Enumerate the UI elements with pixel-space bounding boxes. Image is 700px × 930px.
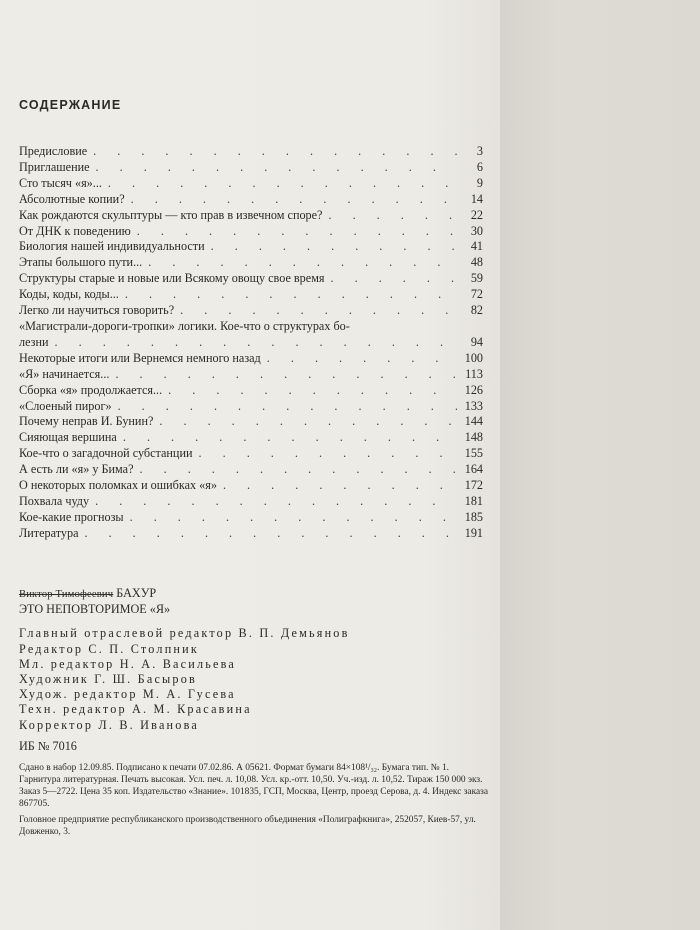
toc-entry-title: А есть ли «я» у Бима? — [19, 462, 134, 477]
staff-line: Редактор С. П. Столпник — [19, 641, 199, 656]
table-of-contents — [19, 144, 483, 542]
toc-entry — [19, 255, 483, 271]
toc-entry — [19, 192, 483, 208]
author-line — [19, 586, 489, 602]
toc-entry — [19, 160, 483, 176]
toc-entry — [19, 176, 483, 192]
toc-leader-dots — [124, 510, 457, 526]
toc-leader-dots — [174, 303, 457, 319]
toc-entry — [19, 303, 483, 319]
printer-info: Головное предприятие республиканского производственного объединения «Полиграфкнига», 252057, Киев-57, ул. Довженко, 3. — [19, 815, 476, 838]
toc-entry-title: О некоторых поломках и ошибках «я» — [19, 478, 217, 493]
toc-entry-title: Сто тысяч «я»... — [19, 175, 102, 190]
toc-entry — [19, 351, 483, 367]
toc-entry-page: 3 — [476, 144, 483, 158]
toc-entry — [19, 446, 483, 462]
toc-entry-page: 100 — [464, 350, 483, 365]
print-info: Сдано в набор 12.09.85. Подписано к печати 07.02.86. А 05621. Формат бумаги 84×108¹/₃₂. Бумага тип. № 1. Гарнитура литературная. Печать высокая. Усл. печ. л. 10,08. Усл. кр.-отт. 10,50. Уч.-изд. л. 10,52. Тираж 150 000 экз. Заказ 5—2722. Цена 35 коп. Издательство «Знание». 101835, ГСП, Москва, Центр, проезд Серова, д. 4. Индекс заказа 867705. — [19, 763, 489, 810]
toc-entry-title: Приглашение — [19, 159, 90, 174]
toc-entry-page: 172 — [464, 478, 483, 493]
toc-entry — [19, 367, 483, 383]
toc-entry-page: 14 — [470, 191, 483, 206]
toc-entry — [19, 287, 483, 303]
toc-entry-page: 144 — [464, 414, 483, 429]
toc-entry-page: 155 — [464, 446, 483, 461]
toc-entry-page: 59 — [470, 271, 483, 286]
toc-entry-title: Предисловие — [19, 144, 88, 158]
toc-entry-title: Кое-что о загадочной субстанции — [19, 446, 193, 461]
toc-entry-page: 82 — [470, 303, 483, 318]
toc-entry-page: 191 — [464, 525, 483, 540]
toc-entry — [19, 494, 483, 510]
contents-heading: СОДЕРЖАНИЕ — [19, 98, 122, 112]
staff-line: Главный отраслевой редактор В. П. Демьянов — [19, 626, 350, 641]
toc-leader-dots — [109, 367, 457, 383]
toc-leader-dots — [261, 351, 457, 367]
toc-leader-dots — [78, 526, 457, 542]
toc-leader-dots — [205, 239, 457, 255]
toc-leader-dots — [112, 399, 457, 415]
staff-line: Корректор Л. В. Иванова — [19, 717, 199, 732]
toc-leader-dots — [131, 224, 457, 240]
staff-line: Мл. редактор Н. А. Васильева — [19, 656, 237, 671]
toc-leader-dots — [134, 462, 457, 478]
toc-entry-page: 48 — [470, 255, 483, 270]
book-title: ЭТО НЕПОВТОРИМОЕ «Я» — [19, 602, 171, 617]
toc-leader-dots — [193, 446, 458, 462]
toc-entry-page: 94 — [470, 334, 483, 349]
toc-entry — [19, 208, 483, 224]
toc-entry-title: Литература — [19, 525, 79, 540]
toc-leader-dots — [217, 478, 457, 494]
toc-leader-dots — [325, 271, 457, 287]
toc-entry-page: 185 — [464, 509, 483, 524]
staff-line: Техн. редактор А. М. Красавина — [19, 702, 252, 717]
toc-entry-title: «Слоеный пирог» — [19, 398, 112, 413]
toc-leader-dots — [153, 414, 457, 430]
toc-leader-dots — [89, 494, 457, 510]
toc-entry — [19, 224, 483, 240]
toc-entry-page: 41 — [470, 239, 483, 254]
toc-entry-page: 22 — [470, 207, 483, 222]
toc-entry-title: Похвала чуду — [19, 493, 90, 508]
toc-leader-dots — [90, 160, 457, 176]
staff-line: Худож. редактор М. А. Гусева — [19, 687, 236, 702]
toc-entry-page: 72 — [470, 287, 483, 302]
toc-entry-title: Абсолютные копии? — [19, 191, 125, 206]
right-page — [500, 0, 700, 930]
toc-entry — [19, 319, 483, 351]
toc-leader-dots — [49, 335, 458, 351]
toc-entry-title: Коды, коды, коды... — [19, 287, 119, 302]
toc-entry-title: Как рождаются скульптуры — кто прав в извечном споре? — [19, 207, 323, 222]
toc-entry-title: Сборка «я» продолжается... — [19, 382, 163, 397]
toc-entry-title: «Магистрали-дороги-тропки» логики. Кое-что о структурах бо- — [19, 318, 350, 333]
toc-entry-page: 9 — [476, 175, 483, 190]
staff-line: Художник Г. Ш. Басыров — [19, 672, 197, 687]
toc-entry — [19, 271, 483, 287]
toc-entry-page: 6 — [476, 159, 483, 174]
toc-entry — [19, 478, 483, 494]
toc-entry-title: Сияющая вершина — [19, 430, 117, 445]
toc-entry — [19, 430, 483, 446]
toc-entry-title: «Я» начинается... — [19, 366, 110, 381]
toc-entry-page: 164 — [464, 462, 483, 477]
toc-entry-title: Биология нашей индивидуальности — [19, 239, 205, 254]
toc-leader-dots — [142, 255, 457, 271]
toc-entry-title: От ДНК к поведению — [19, 223, 131, 238]
toc-leader-dots — [117, 430, 457, 446]
toc-entry-title-continued: лезни — [19, 334, 49, 349]
toc-leader-dots — [119, 287, 457, 303]
toc-entry — [19, 510, 483, 526]
toc-leader-dots — [322, 208, 457, 224]
toc-entry-page: 133 — [464, 398, 483, 413]
ib-number: ИБ № 7016 — [19, 738, 77, 753]
print-details — [19, 762, 489, 838]
toc-entry-page: 126 — [464, 382, 483, 397]
toc-entry-title: Некоторые итоги или Вернемся немного назад — [19, 350, 261, 365]
toc-entry-title: Легко ли научиться говорить? — [19, 303, 175, 318]
toc-entry — [19, 383, 483, 399]
toc-leader-dots — [87, 144, 457, 160]
toc-entry — [19, 526, 483, 542]
toc-leader-dots — [162, 383, 457, 399]
toc-entry-title: Этапы большого пути... — [19, 255, 143, 270]
toc-entry — [19, 239, 483, 255]
toc-entry-title: Почему неправ И. Бунин? — [19, 414, 154, 429]
toc-entry-title: Кое-какие прогнозы — [19, 509, 124, 524]
toc-entry — [19, 144, 483, 160]
toc-entry-page: 30 — [470, 223, 483, 238]
author-first-name: Виктор Тимофеевич — [19, 589, 114, 600]
toc-entry-page: 148 — [464, 430, 483, 445]
toc-entry — [19, 414, 483, 430]
toc-entry — [19, 462, 483, 478]
author-last-name: БАХУР — [116, 586, 157, 600]
imprint-block — [19, 586, 489, 838]
toc-entry-page: 113 — [465, 366, 483, 381]
toc-entry-page: 181 — [464, 493, 483, 508]
toc-leader-dots — [102, 176, 457, 192]
toc-entry-title: Структуры старые и новые или Всякому овощу свое время — [19, 271, 325, 286]
toc-entry — [19, 399, 483, 415]
toc-leader-dots — [125, 192, 457, 208]
